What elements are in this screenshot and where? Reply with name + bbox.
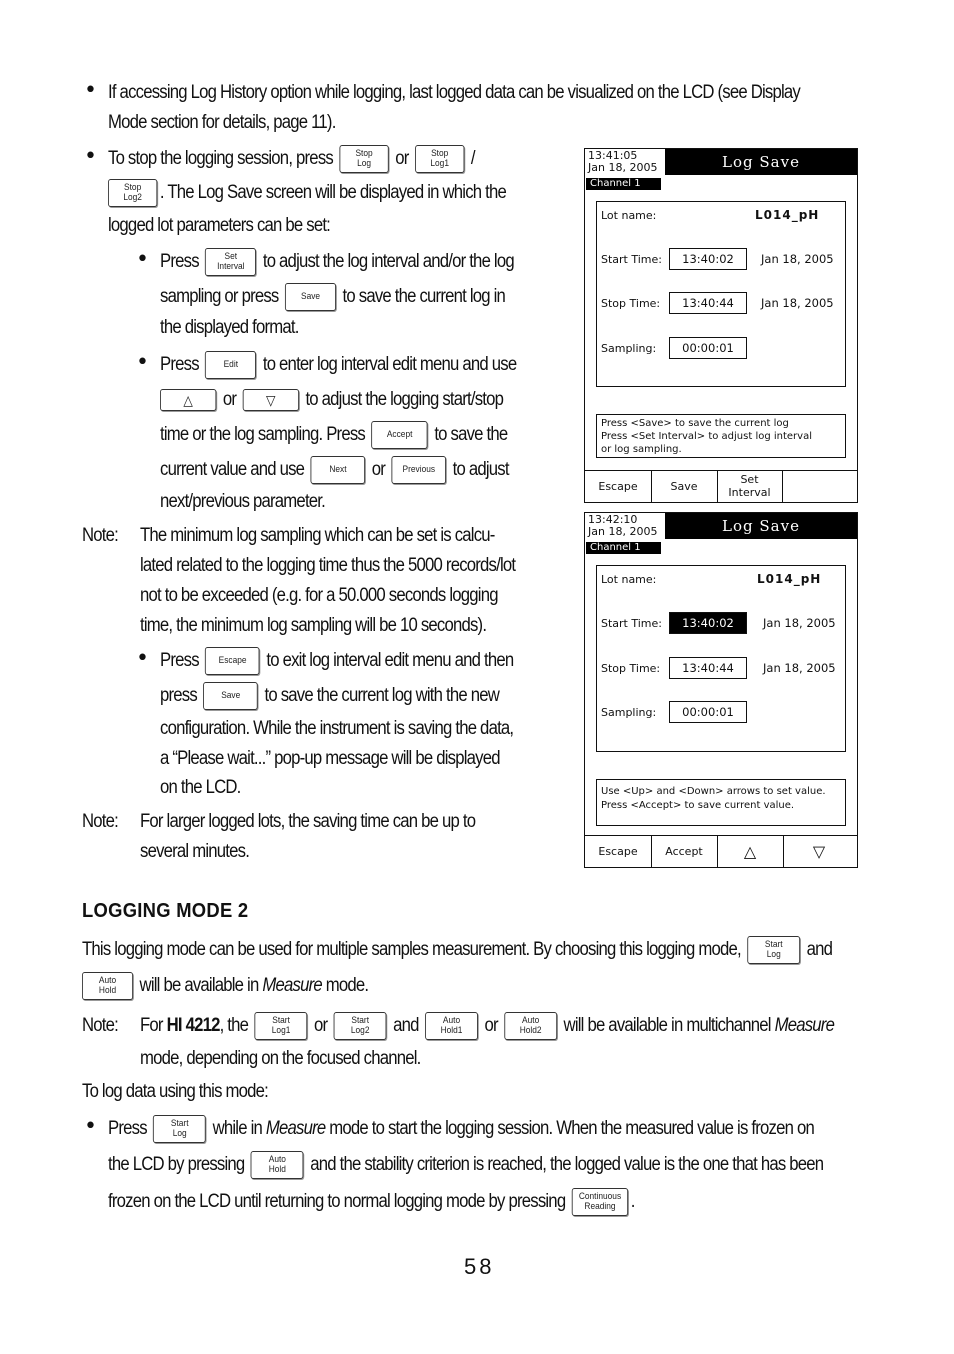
softkey-accept[interactable]: Accept xyxy=(651,836,718,867)
sub2-line4: current value and use Next or Previous to adjust xyxy=(160,455,509,485)
lcd-channel-tag: Channel 1 xyxy=(586,542,661,554)
sub3-line1: Press Escape to exit log interval edit menu and then xyxy=(160,646,513,676)
p3-line1: This logging mode can be used for multiple samples measurement. By choosing this logging mode, Start Log and xyxy=(82,935,832,965)
lcd-params-panel xyxy=(596,201,846,387)
auto-hold-key[interactable]: Auto Hold xyxy=(82,972,133,1000)
start-time-field-selected[interactable]: 13:40:02 xyxy=(669,612,747,634)
note-label: Note: xyxy=(82,1015,119,1036)
lcd-help-box: Press <Save> to save the current log Press <Set Interval> to adjust log interval or log sampling. xyxy=(596,414,846,458)
softkey-escape[interactable]: Escape xyxy=(585,471,652,502)
sub3-line5: on the LCD. xyxy=(160,777,241,798)
para-stop-line2: Stop Log2 . The Log Save screen will be displayed in which the xyxy=(108,178,506,208)
save-key[interactable]: Save xyxy=(285,283,336,311)
sub-bullet: • xyxy=(136,350,149,375)
sampling-label: Sampling: xyxy=(601,342,657,355)
p5-line1: Press Start Log while in Measure mode to start the logging session. When the measured value is frozen on xyxy=(108,1114,814,1144)
save-key[interactable]: Save xyxy=(203,682,258,710)
auto-hold1-key[interactable]: Auto Hold1 xyxy=(425,1012,478,1040)
para-stop-line3: logged lot parameters can be set: xyxy=(108,215,331,236)
lot-label: Lot name: xyxy=(601,209,657,222)
note-label: Note: xyxy=(82,525,119,546)
accept-key[interactable]: Accept xyxy=(371,421,427,449)
para-log-history-1: If accessing Log History option while logging, last logged data can be visualized on the LCD (see Display xyxy=(108,82,800,103)
para-stop-line1: To stop the logging session, press Stop Log or Stop Log1 / xyxy=(108,144,475,174)
down-arrow-key[interactable]: ▽ xyxy=(243,389,299,411)
sub1-line1: Press Set Interval to adjust the log interval and/or the log xyxy=(160,247,514,277)
stop-time-field[interactable]: 13:40:44 xyxy=(669,292,747,314)
up-arrow-key[interactable]: △ xyxy=(160,389,216,411)
sampling-field[interactable]: 00:00:01 xyxy=(669,701,747,723)
softkey-escape[interactable]: Escape xyxy=(585,836,652,867)
lot-label: Lot name: xyxy=(601,573,657,586)
stop-date: Jan 18, 2005 xyxy=(761,296,834,310)
note1-line3: not to be exceeded (e.g. for a 50.000 seconds logging xyxy=(140,585,498,606)
lot-value: L014_pH xyxy=(757,572,822,586)
lcd-title: Log Save xyxy=(665,149,857,175)
stop-time-field[interactable]: 13:40:44 xyxy=(669,657,747,679)
softkey-down-arrow[interactable]: ▽ xyxy=(812,842,826,861)
start-log2-key[interactable]: Start Log2 xyxy=(334,1012,387,1040)
stop-log2-key[interactable]: Stop Log2 xyxy=(108,179,157,207)
note3-line2: mode, depending on the focused channel. xyxy=(140,1048,421,1069)
start-log1-key[interactable]: Start Log1 xyxy=(255,1012,308,1040)
bullet: • xyxy=(84,144,97,169)
stop-time-label: Stop Time: xyxy=(601,662,661,675)
stop-date: Jan 18, 2005 xyxy=(763,661,836,675)
softkey-save[interactable]: Save xyxy=(651,471,718,502)
sub1-line3: the displayed format. xyxy=(160,317,299,338)
note2-line2: several minutes. xyxy=(140,841,250,862)
bullet: • xyxy=(84,1114,97,1139)
escape-key[interactable]: Escape xyxy=(205,647,260,675)
sub3-line4: a “Please wait...” pop-up message will be displayed xyxy=(160,748,500,769)
next-key[interactable]: Next xyxy=(311,456,366,484)
set-interval-key[interactable]: Set Interval xyxy=(205,248,256,276)
auto-hold2-key[interactable]: Auto Hold2 xyxy=(504,1012,557,1040)
sub-bullet: • xyxy=(136,247,149,272)
lcd-log-save-screen-1 xyxy=(584,148,858,503)
start-log-key[interactable]: Start Log xyxy=(153,1115,206,1143)
sub-bullet: • xyxy=(136,646,149,671)
sub2-line1: Press Edit to enter log interval edit menu and use xyxy=(160,350,516,380)
lcd-params-panel xyxy=(596,565,846,752)
section-heading: LOGGING MODE 2 xyxy=(82,900,249,922)
sub3-line2: press Save to save the current log with the new xyxy=(160,681,499,711)
sampling-field[interactable]: 00:00:01 xyxy=(669,337,747,359)
sub3-line3: configuration. While the instrument is saving the data, xyxy=(160,718,514,739)
softkey-bar xyxy=(585,835,857,867)
stop-log-key[interactable]: Stop Log xyxy=(339,145,388,173)
start-time-label: Start Time: xyxy=(601,617,662,630)
start-date: Jan 18, 2005 xyxy=(763,616,836,630)
page-number: 58 xyxy=(464,1254,495,1279)
sub2-line3: time or the log sampling. Press Accept to save the xyxy=(160,420,507,450)
previous-key[interactable]: Previous xyxy=(392,456,447,484)
p5-line2: the LCD by pressing Auto Hold and the stability criterion is reached, the logged value is the one that has been xyxy=(108,1150,823,1180)
softkey-set-interval[interactable]: Set Interval xyxy=(717,471,783,502)
stop-time-label: Stop Time: xyxy=(601,297,661,310)
softkey-bar xyxy=(585,470,857,502)
para-log-history-2: Mode section for details, page 11). xyxy=(108,112,336,133)
stop-log1-key[interactable]: Stop Log1 xyxy=(415,145,464,173)
lcd-help-box: Use <Up> and <Down> arrows to set value. Press <Accept> to save current value. xyxy=(596,779,846,826)
continuous-reading-key[interactable]: Continuous Reading xyxy=(572,1188,628,1216)
edit-key[interactable]: Edit xyxy=(205,351,256,379)
lcd-clock: 13:42:10 Jan 18, 2005 xyxy=(588,513,658,538)
p5-line3: frozen on the LCD until returning to normal logging mode by pressing Continuous Reading . xyxy=(108,1187,635,1217)
note2-line1: For larger logged lots, the saving time can be up to xyxy=(140,811,476,832)
note1-line2: lated related to the logging time thus the 5000 records/lot xyxy=(140,555,516,576)
sub2-line2: △ or ▽ to adjust the logging start/stop xyxy=(160,385,503,415)
note1-line1: The minimum log sampling which can be set is calcu- xyxy=(140,525,495,546)
start-time-field[interactable]: 13:40:02 xyxy=(669,248,747,270)
start-date: Jan 18, 2005 xyxy=(761,252,834,266)
note1-line4: time, the minimum log sampling will be 10 seconds). xyxy=(140,615,487,636)
lcd-title: Log Save xyxy=(665,513,857,539)
bullet: • xyxy=(84,78,97,103)
sub1-line2: sampling or press Save to save the current log in xyxy=(160,282,505,312)
lcd-log-save-screen-2 xyxy=(584,512,858,868)
lot-value: L014_pH xyxy=(755,208,820,222)
auto-hold-key[interactable]: Auto Hold xyxy=(251,1151,304,1179)
note-label: Note: xyxy=(82,811,119,832)
p3-line2: Auto Hold will be available in Measure mode. xyxy=(82,971,368,1001)
lcd-channel-tag: Channel 1 xyxy=(586,178,661,190)
lcd-clock: 13:41:05 Jan 18, 2005 xyxy=(588,149,658,174)
sampling-label: Sampling: xyxy=(601,706,657,719)
start-log-key[interactable]: Start Log xyxy=(747,936,800,964)
softkey-up-arrow[interactable]: △ xyxy=(717,836,784,867)
start-time-label: Start Time: xyxy=(601,253,662,266)
p4: To log data using this mode: xyxy=(82,1081,269,1102)
note3-line1: For HI 4212, the Start Log1 or Start Log2 and Auto Hold1 or Auto Hold2 will be available in multichannel Measure xyxy=(140,1011,834,1041)
sub2-line5: next/previous parameter. xyxy=(160,491,326,512)
